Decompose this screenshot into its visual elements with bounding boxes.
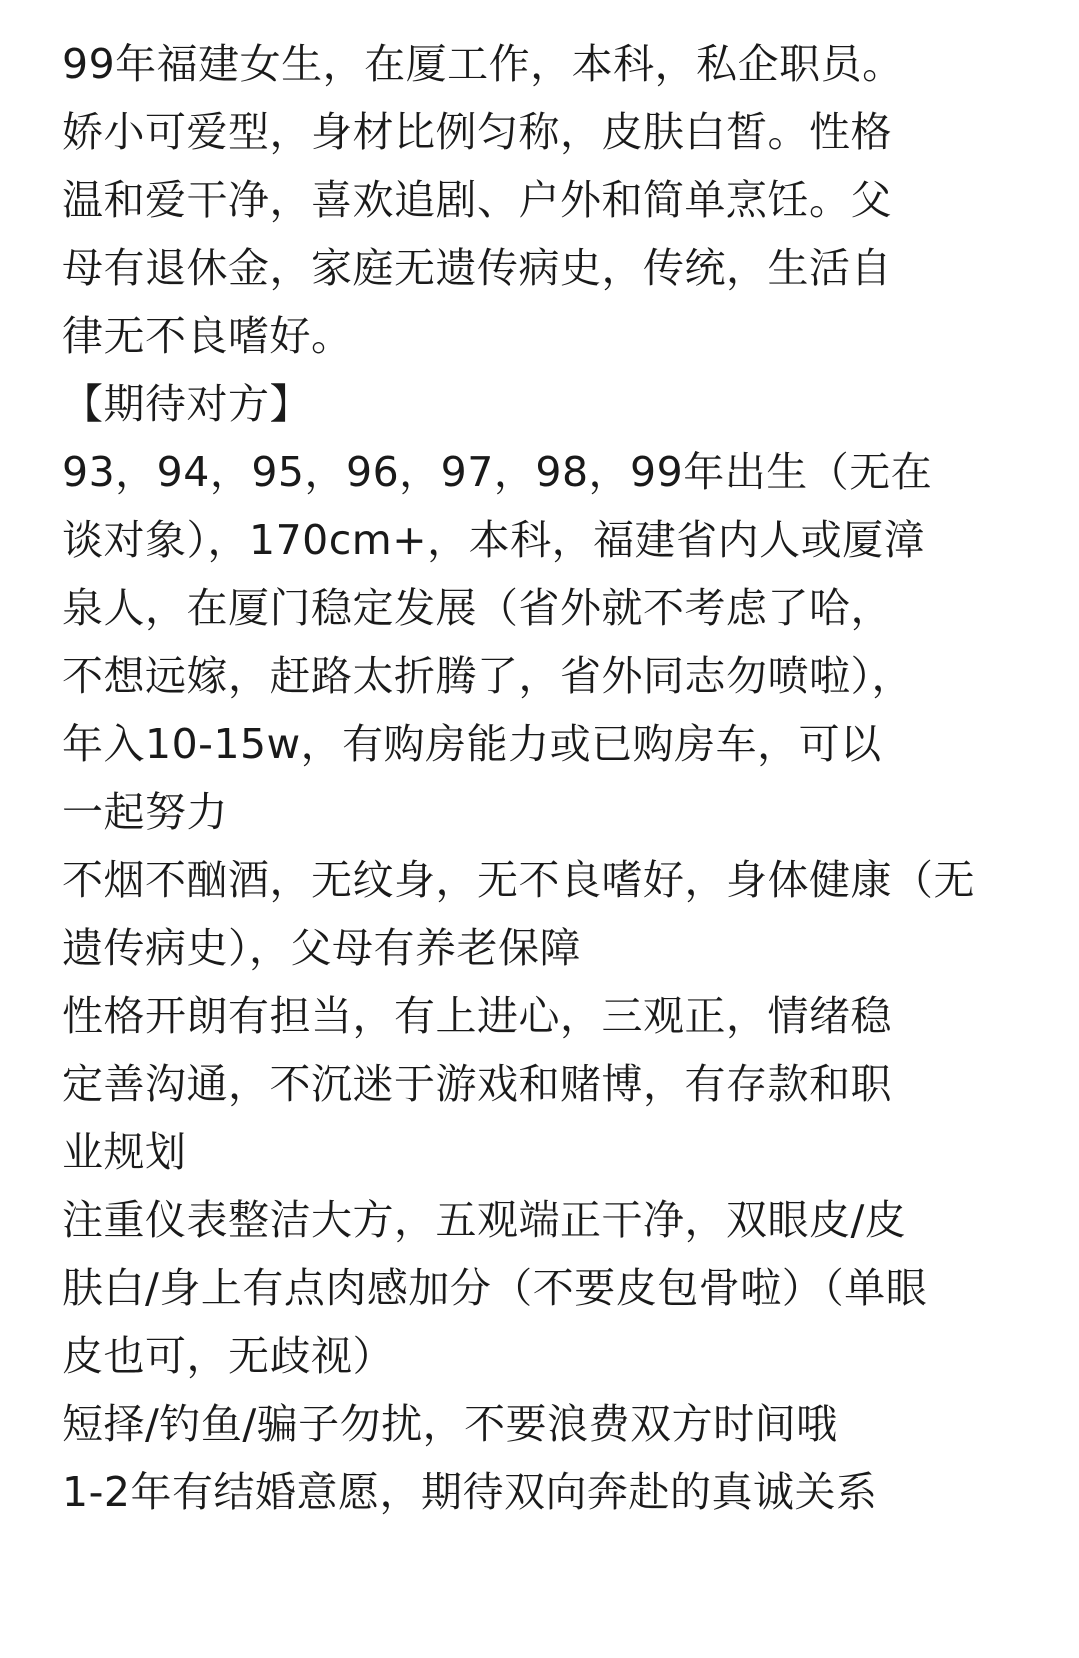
text-line: 皮也可，无歧视） xyxy=(62,1332,394,1380)
text-line: 一起努力 xyxy=(62,788,228,836)
text-line: 93，94，95，96，97，98，99年出生（无在 xyxy=(62,448,933,496)
text-line: 不想远嫁，赶路太折腾了，省外同志勿喷啦）， xyxy=(62,652,913,700)
text-line: 温和爱干净，喜欢追剧、户外和简单烹饪。父 xyxy=(62,176,892,224)
text-line: 母有退休金，家庭无遗传病史，传统，生活自 xyxy=(62,244,892,292)
text-line: 注重仪表整洁大方，五观端正干净，双眼皮/皮 xyxy=(62,1196,907,1244)
text-line: 肤白/身上有点肉感加分（不要皮包骨啦）（单眼 xyxy=(62,1264,928,1312)
text-line: 1-2年有结婚意愿，期待双向奔赴的真诚关系 xyxy=(62,1468,878,1516)
text-line: 性格开朗有担当，有上进心，三观正，情绪稳 xyxy=(62,992,892,1040)
text-line: 娇小可爱型，身材比例匀称，皮肤白皙。性格 xyxy=(62,108,892,156)
text-line: 短择/钓鱼/骗子勿扰，不要浪费双方时间哦 xyxy=(62,1400,838,1448)
text-line: 99年福建女生，在厦工作，本科，私企职员。 xyxy=(62,40,904,88)
text-line: 不烟不酗酒，无纹身，无不良嗜好，身体健康（无 xyxy=(62,856,975,904)
section-heading: 【期待对方】 xyxy=(62,380,311,428)
text-line: 谈对象），170cm+，本科，福建省内人或厦漳 xyxy=(62,516,926,564)
text-line: 定善沟通，不沉迷于游戏和赌博，有存款和职 xyxy=(62,1060,892,1108)
text-line: 业规划 xyxy=(62,1128,187,1176)
post-body xyxy=(62,30,1002,1526)
text-line: 年入10-15w，有购房能力或已购房车，可以 xyxy=(62,720,882,768)
text-line: 泉人，在厦门稳定发展（省外就不考虑了哈， xyxy=(62,584,892,632)
text-line: 律无不良嗜好。 xyxy=(62,312,353,360)
text-line: 遗传病史），父母有养老保障 xyxy=(62,924,581,972)
